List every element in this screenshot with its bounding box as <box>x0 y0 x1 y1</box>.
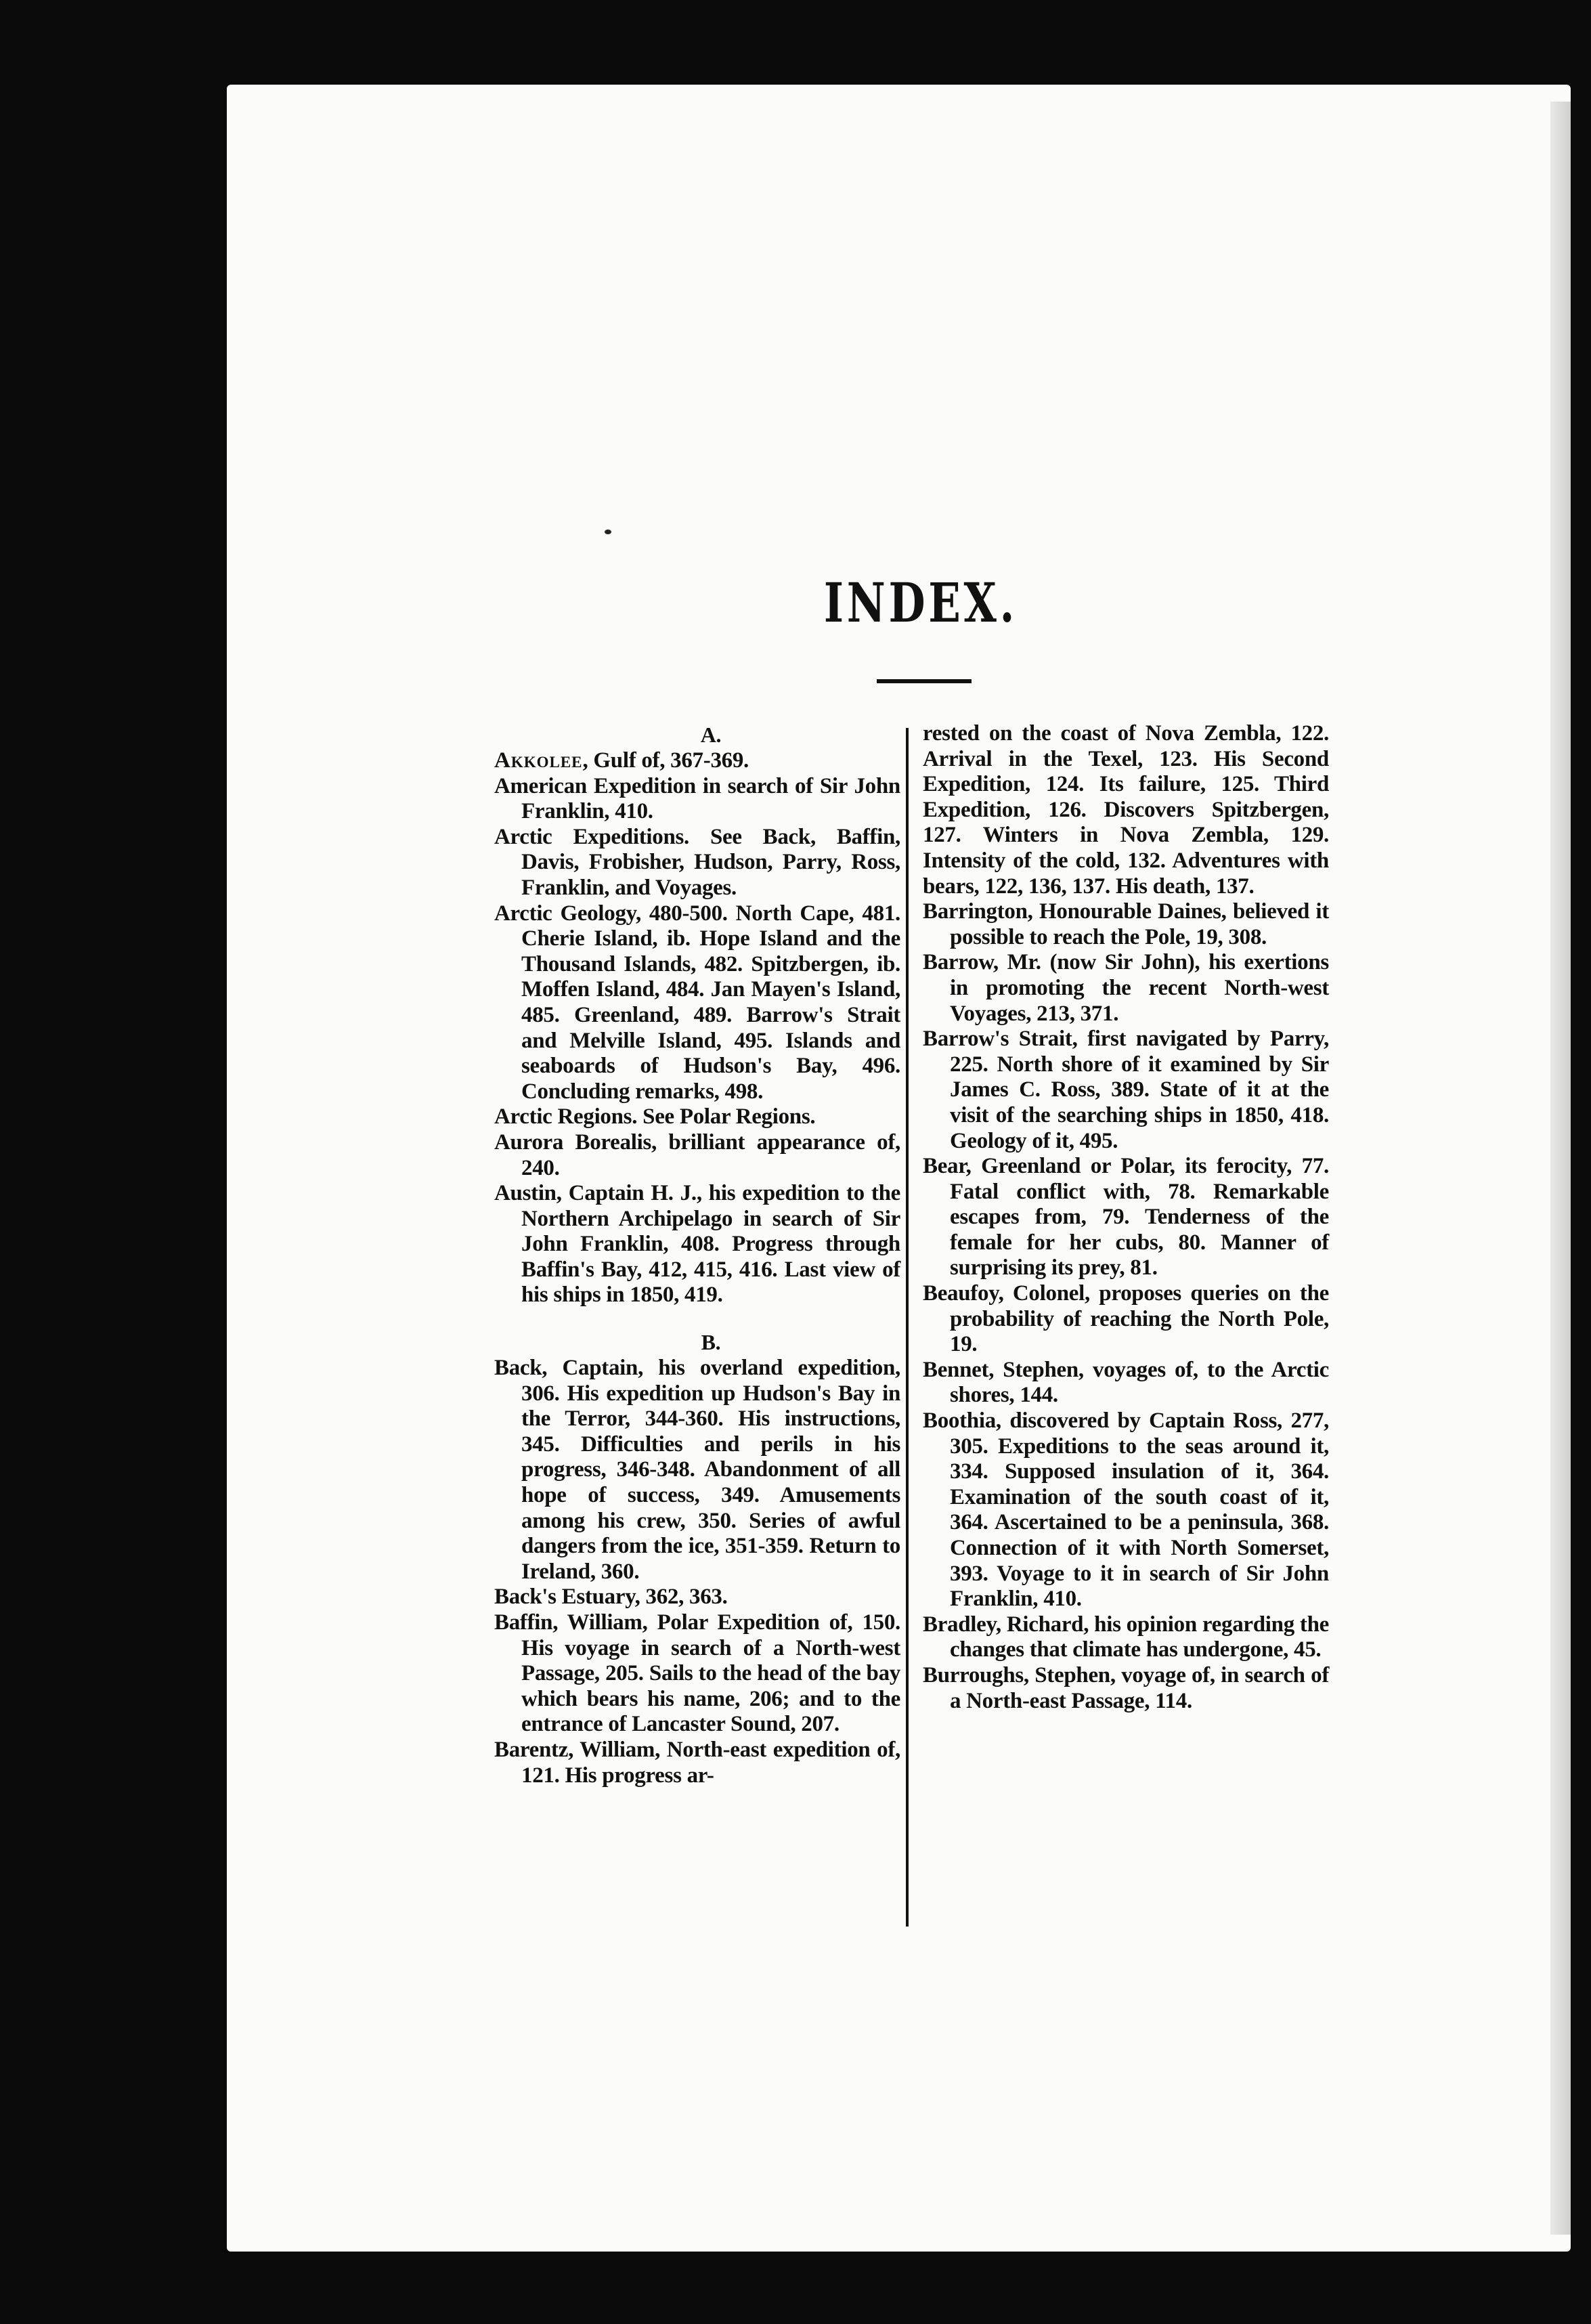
entry-text: , 362, 363. <box>634 1585 728 1610</box>
index-entry <box>923 1408 1329 1612</box>
entry-head: Barrow, Mr. (now Sir John) <box>923 950 1195 975</box>
index-entry <box>494 1738 900 1788</box>
index-entry <box>923 899 1329 950</box>
index-entry <box>494 825 900 901</box>
entry-text: , North-east expedition of, 121. His progress ar- <box>521 1737 900 1788</box>
scan-border <box>0 0 203 2324</box>
entry-text: , proposes queries on the probability of reaching the North Pole, 19. <box>950 1281 1329 1357</box>
entry-head: Bradley, Richard <box>923 1612 1084 1637</box>
entry-head: Arctic Expeditions. <box>494 824 690 849</box>
entry-text: , his expedition to the Northern Archipelago in search of Sir John Franklin, 408. Progress through Baffin's Bay, 412, 415, 416. Last view of his ships in 1850, 419. <box>521 1181 900 1308</box>
section-letter-a: A. <box>700 723 722 747</box>
entry-head: Baffin, William <box>494 1610 642 1635</box>
entry-head: Arctic Geology <box>494 901 636 926</box>
index-entry <box>923 1154 1329 1281</box>
entry-text: , believed it possible to reach the Pole, 19, 308. <box>950 899 1329 949</box>
entry-text: See Back, Baffin, Davis, Frobisher, Hudson, Parry, Ross, Franklin, and Voyages. <box>521 824 900 900</box>
entry-text: , brilliant appearance of, 240. <box>521 1129 900 1180</box>
index-entry <box>494 1104 900 1130</box>
entry-text: , his exertions in promoting the recent North-west Voyages, 213, 371. <box>950 950 1329 1026</box>
page-edge <box>1550 102 1571 2235</box>
entry-text: , his opinion regarding the changes that climate has undergone, 45. <box>950 1612 1329 1662</box>
index-entry <box>923 1663 1329 1714</box>
index-entry <box>923 1358 1329 1408</box>
entry-text: Expedition in search of Sir John Franklin, 410. <box>521 773 900 824</box>
index-entry <box>494 774 900 825</box>
entry-head: Bear, Greenland or Polar <box>923 1154 1170 1179</box>
entry-text: , Gulf of, 367-369. <box>582 748 749 773</box>
entry-head: Burroughs, Stephen <box>923 1662 1110 1687</box>
title-rule <box>877 679 972 683</box>
index-entry <box>494 1610 900 1738</box>
entry-text: , discovered by Captain Ross, 277, 305. Expeditions to the seas around it, 334. Supposed insulation of it, 364. Examination of the south coast of it, 364. Ascertained to be a peninsula, 368. Connection of it with North Somerset, 393. Voyage to it in search of Sir John Franklin, 410. <box>950 1408 1329 1612</box>
entry-text: , first navigated by Parry, 225. North shore of it examined by Sir James C. Ross, 389. State of it at the visit of the searching ships in 1850, 418. Geology of it, 495. <box>950 1027 1330 1153</box>
index-entry <box>494 1130 900 1181</box>
entry-text: , its ferocity, 77. Fatal conflict with, 78. Remarkable escapes from, 79. Tenderness of the female for her cubs, 80. Manner of surprising its prey, 81. <box>950 1154 1329 1281</box>
index-entry <box>923 1612 1329 1663</box>
entry-text: , voyage of, in search of a North-east Passage, 114. <box>950 1662 1330 1713</box>
entry-head: Barrington, Honourable Daines <box>923 899 1221 924</box>
index-entry <box>923 1281 1329 1358</box>
index-entry <box>923 950 1329 1027</box>
section-letter-b: B. <box>701 1330 721 1355</box>
entry-head: Arctic Regions. <box>494 1104 638 1129</box>
index-column-right <box>923 721 1329 1714</box>
index-entry <box>494 1356 900 1585</box>
entry-text: See Polar Regions. <box>637 1104 816 1129</box>
page-title: INDEX. <box>823 571 1018 634</box>
entry-continuation: rested on the coast of Nova Zembla, 122. Arrival in the Texel, 123. His Second Expedition, 124. Its failure, 125. Third Expedition, 126. Discovers Spitzbergen, 127. Winters in Nova Zembla, 129. Intensity of the cold, 132. Adventures with bears, 122, 136, 137. His death, 137. <box>923 721 1329 899</box>
entry-text: , his overland expedition, 306. His expedition up Hudson's Bay in the Terror, 344-360. His instructions, 345. Difficulties and perils in his progress, 346-348. Abandonment of all hope of success, 349. Amusements among his crew, 350. Series of awful dangers from the ice, 351-359. Return to Ireland, 360. <box>521 1356 900 1584</box>
entry-text: , 480-500. North Cape, 481. Cherie Island, ib. Hope Island and the Thousand Islands, 482. Spitzbergen, ib. Moffen Island, 484. Jan Mayen's Island, 485. Greenland, 489. Barrow's Strait and Melville Island, 495. Islands and seaboards of Hudson's Bay, 496. Concluding remarks, 498. <box>521 901 900 1104</box>
entry-head: Barentz, William <box>494 1737 655 1762</box>
entry-head: Austin, Captain H. J. <box>494 1181 697 1206</box>
entry-head: Akkolee <box>494 748 583 773</box>
entry-head: Boothia <box>923 1408 996 1434</box>
index-column-left <box>494 721 900 1788</box>
entry-head: Back's Estuary <box>494 1585 635 1610</box>
index-entry <box>494 1585 900 1610</box>
ink-mark <box>605 530 611 534</box>
entry-head: American <box>494 773 587 798</box>
index-entry <box>494 748 900 774</box>
column-divider <box>906 728 909 1927</box>
entry-head: Beaufoy, Colonel <box>923 1281 1085 1306</box>
index-entry <box>494 1181 900 1308</box>
index-entry <box>923 1027 1329 1154</box>
entry-text: , voyages of, to the Arctic shores, 144. <box>950 1357 1330 1408</box>
entry-head: Barrow's Strait <box>923 1027 1072 1052</box>
entry-head: Bennet, Stephen <box>923 1357 1078 1382</box>
index-entry <box>494 901 900 1105</box>
entry-head: Aurora Borealis <box>494 1129 651 1155</box>
entry-text: , Polar Expedition of, 150. His voyage in search of a North-west Passage, 205. Sails to the head of the bay which bears his name, 206; and to the entrance of Lancaster Sound, 207. <box>521 1610 901 1737</box>
entry-head: Back, Captain <box>494 1356 638 1381</box>
